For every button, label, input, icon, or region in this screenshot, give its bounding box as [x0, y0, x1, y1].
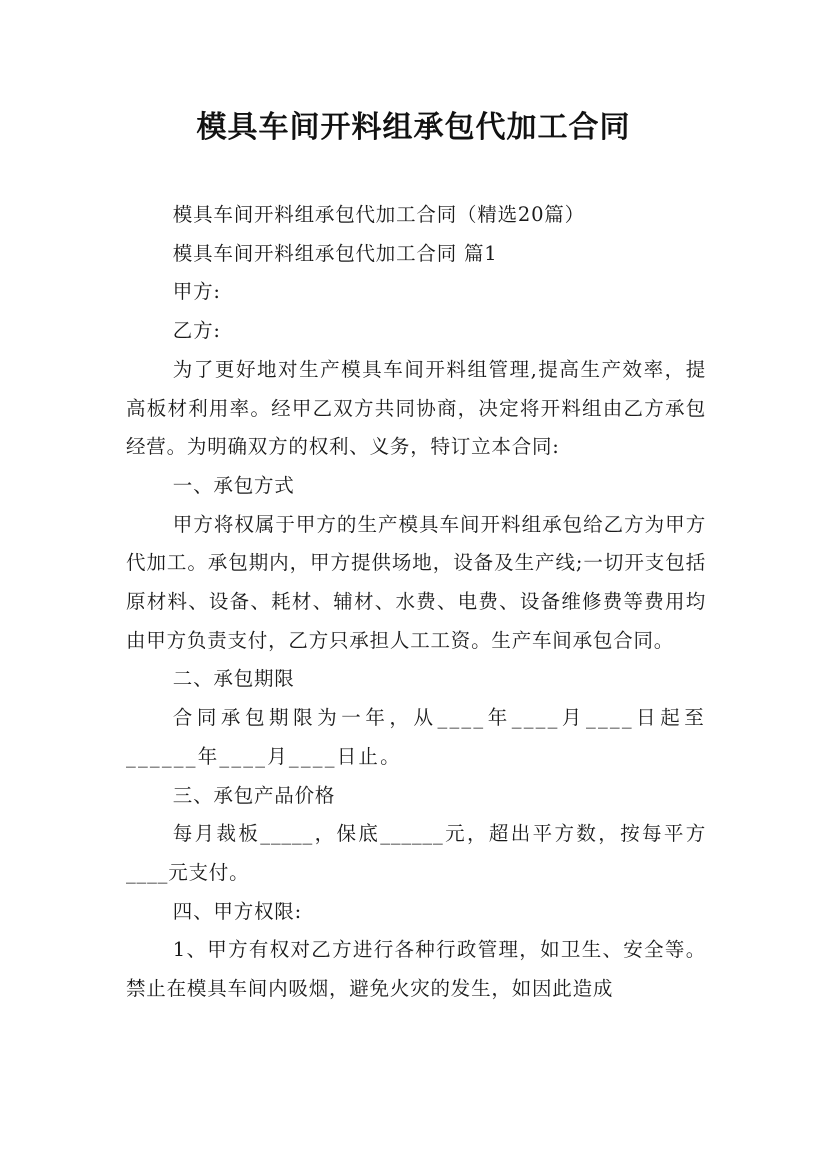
document-title: 模具车间开料组承包代加工合同	[196, 110, 631, 145]
party-b-line: 乙方:	[172, 319, 221, 343]
party-a-line: 甲方:	[172, 280, 221, 304]
clause-paragraph: 合同承包期限为一年，从____年____月____日起至______年____月____日止。	[126, 706, 706, 768]
clause-heading: 四、甲方权限:	[172, 899, 302, 923]
clause-paragraph: 甲方将权属于甲方的生产模具车间开料组承包给乙方为甲方代加工。承包期内，甲方提供场地，设备及生产线;一切开支包括原材料、设备、耗材、辅材、水费、电费、设备维修费等费用均由甲方负责支付，乙方只承担人工工资。生产车间承包合同。	[126, 512, 706, 652]
clause-heading: 三、承包产品价格	[172, 783, 336, 807]
clause-heading: 二、承包期限	[172, 667, 295, 691]
clause-paragraph: 1、甲方有权对乙方进行各种行政管理，如卫生、安全等。禁止在模具车间内吸烟，避免火灾的发生，如因此造成	[126, 938, 706, 1001]
document-body	[126, 196, 706, 1009]
clause-paragraph: 每月裁板_____，保底______元，超出平方数，按每平方____元支付。	[126, 822, 706, 884]
clause-heading: 一、承包方式	[172, 473, 295, 497]
section-heading: 模具车间开料组承包代加工合同 篇1	[172, 241, 498, 265]
intro-paragraph: 为了更好地对生产模具车间开料组管理,提高生产效率，提高板材利用率。经甲乙双方共同协商，决定将开料组由乙方承包经营。为明确双方的权利、义务，特订立本合同:	[126, 357, 706, 459]
subtitle-line: 模具车间开料组承包代加工合同（精选20篇）	[172, 203, 585, 226]
